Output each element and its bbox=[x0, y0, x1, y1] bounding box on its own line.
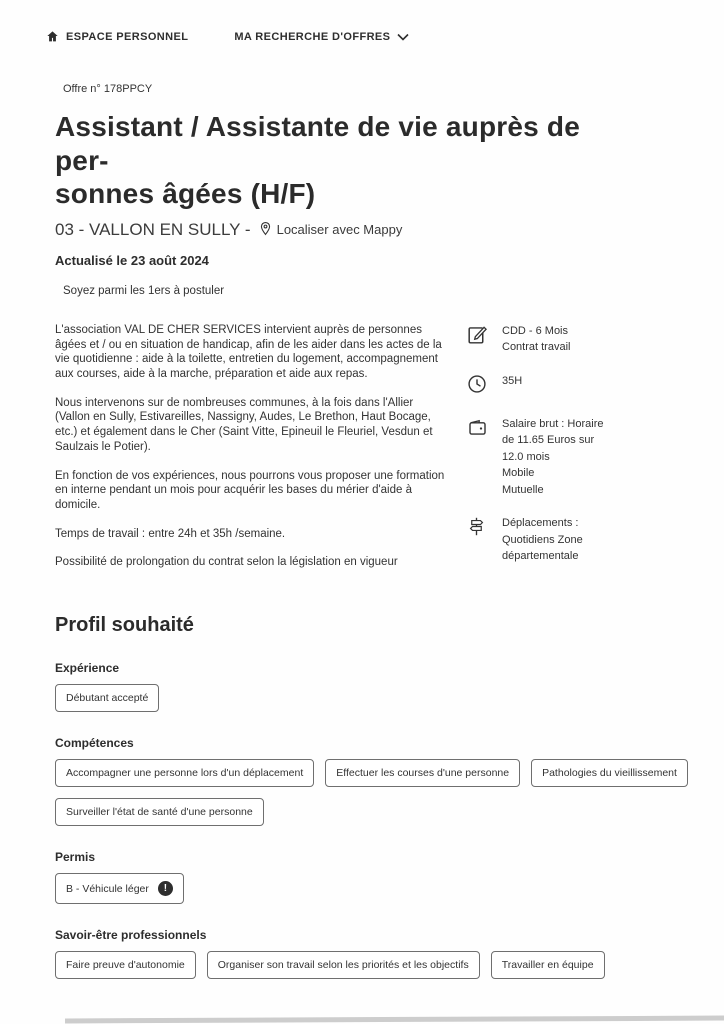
detail-line: Salaire brut : Horaire bbox=[502, 417, 604, 430]
offer-number: Offre n° 178PPCY bbox=[63, 83, 153, 95]
permis-chips bbox=[55, 873, 715, 904]
contract-edit-icon bbox=[467, 323, 489, 356]
offer-description bbox=[55, 323, 447, 584]
detail-line: Mobile bbox=[502, 467, 535, 480]
clock-icon bbox=[467, 373, 489, 399]
detail-salary bbox=[467, 416, 649, 499]
experience-chips bbox=[55, 684, 715, 712]
top-navigation bbox=[0, 0, 724, 43]
section-label-competences: Compétences bbox=[55, 736, 134, 751]
mappy-link-label: Localiser avec Mappy bbox=[276, 222, 403, 238]
detail-line: Contrat travail bbox=[502, 341, 571, 354]
apply-hint: Soyez parmi les 1ers à postuler bbox=[63, 284, 225, 297]
detail-salary-text bbox=[502, 416, 604, 499]
nav-espace-personnel-label: ESPACE PERSONNEL bbox=[66, 30, 189, 43]
offer-updated-date: Actualisé le 23 août 2024 bbox=[55, 252, 209, 268]
detail-line: Quotidiens Zone bbox=[502, 533, 583, 546]
offer-location-row bbox=[55, 220, 724, 240]
chip-permis-label: B - Véhicule léger bbox=[66, 882, 149, 895]
signpost-icon bbox=[467, 515, 489, 565]
detail-line: Déplacements : bbox=[502, 517, 579, 530]
description-paragraph: Temps de travail : entre 24h et 35h /semaine. bbox=[55, 527, 286, 540]
nav-espace-personnel[interactable] bbox=[46, 30, 188, 43]
detail-line: départementale bbox=[502, 550, 579, 563]
offer-title-line1: Assistant / Assistante de vie auprès de per- bbox=[55, 111, 580, 176]
competences-chips bbox=[55, 759, 715, 826]
chip-savoir-etre: Travailler en équipe bbox=[491, 951, 605, 979]
description-paragraph: En fonction de vos expériences, nous pourrons vous proposer une formation en interne pendant un mois pour acquérir les bases du mérier d'aide à domicile. bbox=[55, 469, 445, 511]
detail-contract bbox=[467, 323, 649, 356]
detail-contract-text bbox=[502, 323, 570, 356]
chip-experience: Débutant accepté bbox=[55, 684, 159, 712]
nav-ma-recherche-offres-label: MA RECHERCHE D'OFFRES bbox=[234, 30, 391, 43]
detail-line: 35H bbox=[502, 374, 523, 387]
section-label-experience: Expérience bbox=[55, 661, 120, 676]
detail-line: de 11.65 Euros sur bbox=[502, 434, 595, 447]
chip-savoir-etre: Organiser son travail selon les priorités et les objectifs bbox=[207, 951, 480, 979]
map-pin-icon bbox=[259, 221, 272, 239]
chip-permis bbox=[55, 873, 184, 904]
detail-line: 12.0 mois bbox=[502, 450, 550, 463]
description-paragraph: Possibilité de prolongation du contrat selon la législation en vigueur bbox=[55, 556, 398, 569]
detail-line: Mutuelle bbox=[502, 483, 544, 496]
chip-competence: Pathologies du vieillissement bbox=[531, 759, 688, 787]
offer-title-line2: sonnes âgées (H/F) bbox=[55, 178, 316, 210]
detail-hours bbox=[467, 373, 649, 399]
chip-competence: Effectuer les courses d'une personne bbox=[325, 759, 520, 787]
detail-line: CDD - 6 Mois bbox=[502, 324, 569, 337]
offer-details-rail bbox=[467, 323, 649, 584]
chip-competence: Accompagner une personne lors d'un déplacement bbox=[55, 759, 314, 787]
profile-section-title: Profil souhaité bbox=[55, 614, 194, 637]
detail-travel-text bbox=[502, 515, 583, 565]
savoir-etre-chips bbox=[55, 951, 715, 979]
exclamation-badge-icon[interactable]: ! bbox=[158, 881, 173, 896]
offer-body bbox=[55, 323, 724, 584]
page-edge-line bbox=[65, 1016, 724, 1024]
detail-hours-text bbox=[502, 373, 522, 399]
offer-location: 03 - VALLON EN SULLY - bbox=[55, 219, 251, 239]
section-label-savoir-etre: Savoir-être professionnels bbox=[55, 928, 207, 943]
section-label-permis: Permis bbox=[55, 850, 96, 865]
offer-title bbox=[55, 110, 600, 211]
description-paragraph: L'association VAL DE CHER SERVICES intervient auprès de personnes âgées et / ou en situation de handicap, afin de les aider dans les actes de la vie quotidienne : aide à la toilette, entretien du logement, accompagnement aux courses, aide à la marche, préparation et aide aux repas. bbox=[55, 323, 442, 380]
chevron-down-icon bbox=[397, 33, 409, 41]
description-paragraph: Nous intervenons sur de nombreuses communes, à la fois dans l'Allier (Vallon en Sully, Estivareilles, Nassigny, Audes, Le Brethon, Haut Bocage, etc.) et également dans le Cher (Saint Vitte, Epineuil le Fleuriel, Vesdun et Saulzais le Potier). bbox=[55, 396, 433, 453]
wallet-icon bbox=[467, 416, 489, 499]
detail-travel bbox=[467, 515, 649, 565]
chip-competence: Surveiller l'état de santé d'une personne bbox=[55, 798, 264, 826]
home-icon bbox=[46, 30, 59, 43]
nav-ma-recherche-offres[interactable] bbox=[234, 31, 409, 43]
mappy-link[interactable] bbox=[259, 221, 403, 239]
chip-savoir-etre: Faire preuve d'autonomie bbox=[55, 951, 196, 979]
